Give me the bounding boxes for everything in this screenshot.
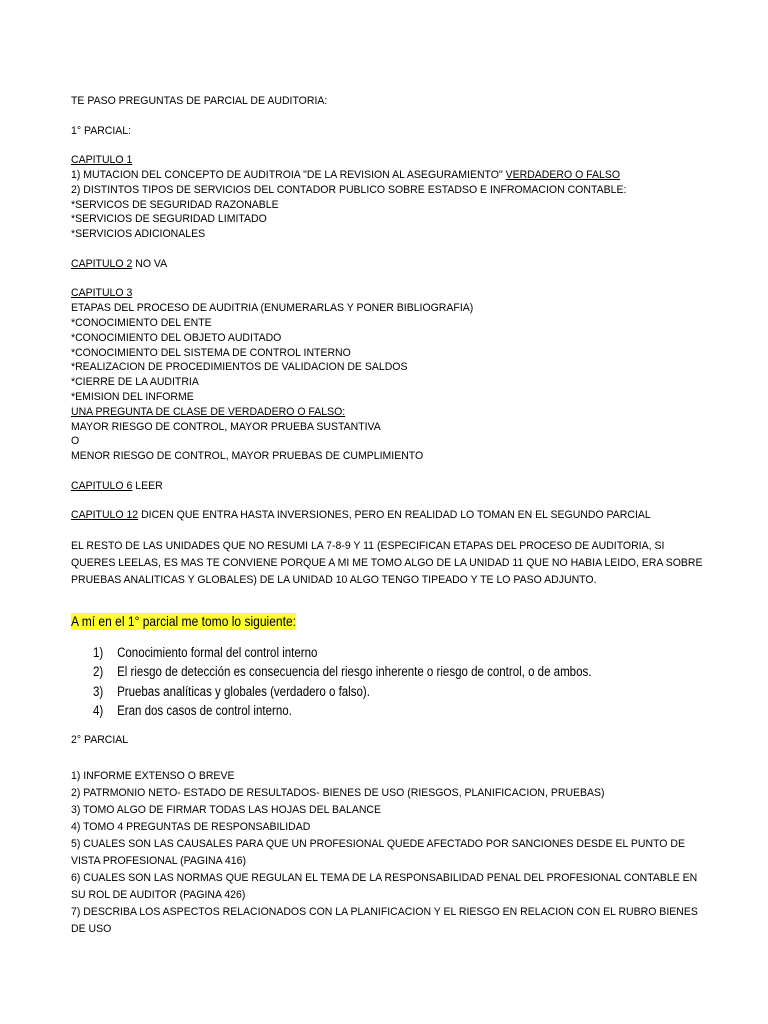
cap6-text: LEER <box>132 479 163 492</box>
highlighted-note: A mí en el 1° parcial me tomo lo siguiente: <box>71 613 296 629</box>
cap6-heading: CAPITULO 6 <box>71 479 133 492</box>
parcial-1-heading: 1° PARCIAL: <box>71 124 132 137</box>
list-item-number: 4) <box>93 702 104 718</box>
parcial-2-item: 6) CUALES SON LAS NORMAS QUE REGULAN EL TEMA DE LA RESPONSABILIDAD PENAL DEL PROFESIONAL CONTABLE EN SU ROL DE AUDITOR (PAGINA 426) <box>71 872 698 901</box>
cap2-text: NO VA <box>132 257 168 270</box>
parcial-2-item: 3) TOMO ALGO DE FIRMAR TODAS LAS HOJAS DEL BALANCE <box>71 804 382 816</box>
list-item <box>93 701 591 720</box>
list-item-text: Pruebas analíticas y globales (verdadero o falso). <box>117 683 370 699</box>
parcial-2-heading: 2° PARCIAL <box>71 734 129 746</box>
cap12-heading: CAPITULO 12 <box>71 509 139 522</box>
list-item-text: Eran dos casos de control interno. <box>117 702 292 718</box>
cap3-vf-line: O <box>71 435 80 448</box>
cap1-line-3: *SERVICOS DE SEGURIDAD RAZONABLE <box>71 198 279 211</box>
list-item <box>93 662 591 681</box>
parcial-2-item: 1) INFORME EXTENSO O BREVE <box>71 770 235 782</box>
parcial-2-item: 2) PATRMONIO NETO- ESTADO DE RESULTADOS- BIENES DE USO (RIESGOS, PLANIFICACION, PRUEBAS) <box>71 787 605 799</box>
cap3-heading: CAPITULO 3 <box>71 287 133 300</box>
cap6-line <box>71 479 666 494</box>
cap1-line-5: *SERVICIOS ADICIONALES <box>71 228 206 241</box>
cap1-line-1-text: 1) MUTACION DEL CONCEPTO DE AUDITROIA "DE LA REVISION AL ASEGURAMIENTO" <box>71 168 506 181</box>
list-item-number: 1) <box>93 645 104 660</box>
resto-paragraph: EL RESTO DE LAS UNIDADES QUE NO RESUMI LA 7-8-9 Y 11 (ESPECIFICAN ETAPAS DEL PROCESO DE AUDITORIA, SI QUERES LEELAS, ES MAS TE CONVIENE PORQUE A MI ME TOMO ALGO DE LA UNIDAD 11 QUE NO HABIA LEIDO, ERA SOBRE PRUEBAS ANALITICAS Y GLOBALES) DE LA UNIDAD 10 ALGO TENGO TIPEADO Y TE LO PASO ADJUNTO. <box>71 539 703 586</box>
cap3-line: *EMISION DEL INFORME <box>71 390 194 403</box>
parcial-2-item: 7) DESCRIBA LOS ASPECTOS RELACIONADOS CON LA PLANIFICACION Y EL RIESGO EN RELACION CON EL RUBRO BIENES DE USO <box>71 906 698 935</box>
doc-title: TE PASO PREGUNTAS DE PARCIAL DE AUDITORIA: <box>71 95 328 107</box>
cap3-line: *REALIZACION DE PROCEDIMIENTOS DE VALIDACION DE SALDOS <box>71 361 408 374</box>
cap3-vf-heading: UNA PREGUNTA DE CLASE DE VERDADERO O FALSO: <box>71 405 346 418</box>
cap3-vf-line: MENOR RIESGO DE CONTROL, MAYOR PRUEBAS DE CUMPLIMIENTO <box>71 450 424 463</box>
cap3-line: *CIERRE DE LA AUDITRIA <box>71 376 199 389</box>
cap3-vf-line: MAYOR RIESGO DE CONTROL, MAYOR PRUEBA SUSTANTIVA <box>71 420 381 433</box>
cap3-line: *CONOCIMIENTO DEL ENTE <box>71 316 212 329</box>
cap2-heading: CAPITULO 2 <box>71 257 133 270</box>
cap3-line: ETAPAS DEL PROCESO DE AUDITRIA (ENUMERARLAS Y PONER BIBLIOGRAFIA) <box>71 302 474 315</box>
cap2-line <box>71 257 666 272</box>
cap12-text: DICEN QUE ENTRA HASTA INVERSIONES, PERO EN REALIDAD LO TOMAN EN EL SEGUNDO PARCIAL <box>138 509 651 522</box>
list-item-number: 2) <box>93 664 104 680</box>
document-body-top <box>71 94 703 589</box>
numbered-list <box>93 643 591 720</box>
cap1-line-1 <box>71 168 666 183</box>
cap1-heading: CAPITULO 1 <box>71 154 133 167</box>
list-item <box>93 682 591 701</box>
list-item-text: El riesgo de detección es consecuencia del riesgo inherente o riesgo de control, o de ambos. <box>117 664 592 680</box>
cap12-line <box>71 508 666 523</box>
list-item <box>93 643 591 662</box>
cap3-line: *CONOCIMIENTO DEL SISTEMA DE CONTROL INTERNO <box>71 346 351 359</box>
list-item-number: 3) <box>93 683 104 699</box>
cap1-line-2: 2) DISTINTOS TIPOS DE SERVICIOS DEL CONTADOR PUBLICO SOBRE ESTADSO E INFROMACION CONTABLE: <box>71 183 627 196</box>
cap1-line-4: *SERVICIOS DE SEGURIDAD LIMITADO <box>71 213 267 226</box>
document-body-bottom <box>71 732 703 938</box>
parcial-2-item: 4) TOMO 4 PREGUNTAS DE RESPONSABILIDAD <box>71 821 311 833</box>
list-item-text: Conocimiento formal del control interno <box>117 645 318 660</box>
parcial-2-item: 5) CUALES SON LAS CAUSALES PARA QUE UN PROFESIONAL QUEDE AFECTADO POR SANCIONES DESDE EL PUNTO DE VISTA PROFESIONAL (PAGINA 416) <box>71 838 685 867</box>
cap3-line: *CONOCIMIENTO DEL OBJETO AUDITADO <box>71 331 282 344</box>
cap1-line-1-vf: VERDADERO O FALSO <box>505 168 621 181</box>
